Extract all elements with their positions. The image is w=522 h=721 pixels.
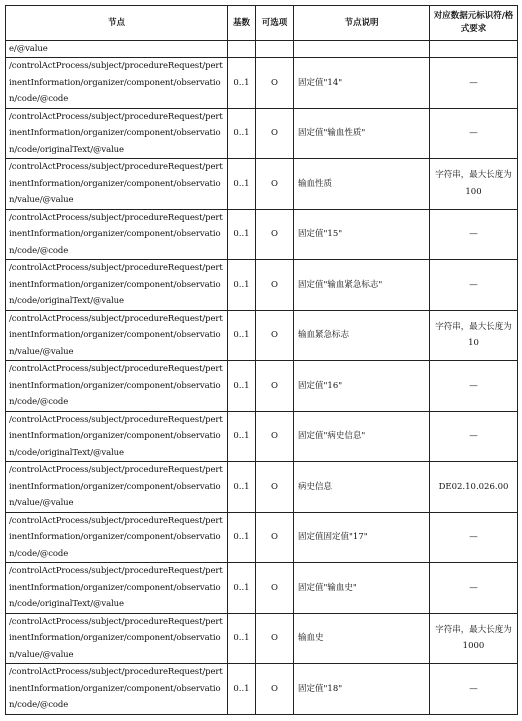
table-cell-optional: O (256, 260, 294, 311)
table-cell-format: — (430, 108, 518, 159)
table-row (6, 613, 518, 664)
table-cell-optional: O (256, 664, 294, 715)
table-row (6, 512, 518, 563)
table-cell-node: /controlActProcess/subject/procedureRequest/pertinentInformation/organizer/component/observation/code/@code (6, 361, 228, 412)
table-cell-cardinality: 0..1 (228, 563, 256, 614)
table-cell-description: 病史信息 (294, 462, 430, 513)
table-cell-cardinality: 0..1 (228, 512, 256, 563)
table-cell-optional: O (256, 512, 294, 563)
table-cell-node: /controlActProcess/subject/procedureRequest/pertinentInformation/organizer/component/observation/value/@value (6, 310, 228, 361)
table-cell-cardinality: 0..1 (228, 58, 256, 109)
table-cell-optional: O (256, 58, 294, 109)
table-cell-cardinality: 0..1 (228, 260, 256, 311)
table-cell-node: /controlActProcess/subject/procedureRequest/pertinentInformation/organizer/component/observation/code/originalText/@value (6, 411, 228, 462)
table-cell-cardinality: 0..1 (228, 108, 256, 159)
table-cell-description: 输血性质 (294, 159, 430, 210)
table-row (6, 462, 518, 513)
table-cell-node: /controlActProcess/subject/procedureRequest/pertinentInformation/organizer/component/observation/value/@value (6, 159, 228, 210)
table-cell-description: 固定值"输血史" (294, 563, 430, 614)
table-cell-format: 字符串，最大长度为 100 (430, 159, 518, 210)
table-cell-optional: O (256, 108, 294, 159)
table-cell-format: — (430, 361, 518, 412)
header-cardinality: 基数 (228, 6, 256, 41)
table-cell-description: 固定值"16" (294, 361, 430, 412)
header-node: 节点 (6, 6, 228, 41)
table-cell-format: — (430, 563, 518, 614)
table-cell-description: 输血史 (294, 613, 430, 664)
table-cell-cardinality: 0..1 (228, 411, 256, 462)
table-cell-optional: O (256, 361, 294, 412)
table-cell-format: — (430, 58, 518, 109)
table-cell-cardinality: 0..1 (228, 159, 256, 210)
table-cell-node: /controlActProcess/subject/procedureRequest/pertinentInformation/organizer/component/observation/value/@value (6, 613, 228, 664)
table-cell-empty (430, 41, 518, 58)
table-row (6, 209, 518, 260)
table-row (6, 159, 518, 210)
table-row (6, 664, 518, 715)
table-cell-cardinality: 0..1 (228, 209, 256, 260)
table-cell-description: 固定值"15" (294, 209, 430, 260)
table-cell-optional: O (256, 613, 294, 664)
table-row (6, 260, 518, 311)
table-cell-format: — (430, 260, 518, 311)
header-description: 节点说明 (294, 6, 430, 41)
table-cell-format: — (430, 512, 518, 563)
table-row (6, 361, 518, 412)
table-cell-empty (256, 41, 294, 58)
table-cell-cardinality: 0..1 (228, 310, 256, 361)
continuation-row (6, 41, 518, 58)
table-cell-optional: O (256, 310, 294, 361)
header-row (6, 6, 518, 41)
table-cell-optional: O (256, 209, 294, 260)
table-cell-optional: O (256, 159, 294, 210)
table-cell-empty (294, 41, 430, 58)
table-row (6, 563, 518, 614)
header-optional: 可选项 (256, 6, 294, 41)
table-cell-cardinality: 0..1 (228, 361, 256, 412)
table-cell-format: — (430, 664, 518, 715)
table-cell-cardinality: 0..1 (228, 664, 256, 715)
table-cell-node: /controlActProcess/subject/procedureRequest/pertinentInformation/organizer/component/observation/value/@value (6, 462, 228, 513)
table-row (6, 310, 518, 361)
table-row (6, 108, 518, 159)
table-cell-empty (228, 41, 256, 58)
header-format: 对应数据元标识符/格式要求 (430, 6, 518, 41)
table-cell-node: /controlActProcess/subject/procedureRequest/pertinentInformation/organizer/component/observation/code/@code (6, 664, 228, 715)
table-row (6, 411, 518, 462)
table-cell-node: /controlActProcess/subject/procedureRequest/pertinentInformation/organizer/component/observation/code/originalText/@value (6, 563, 228, 614)
table-cell-optional: O (256, 411, 294, 462)
table-cell-cardinality: 0..1 (228, 462, 256, 513)
table-cell-format: — (430, 209, 518, 260)
node-spec-table (5, 5, 518, 715)
table-cell-node: /controlActProcess/subject/procedureRequest/pertinentInformation/organizer/component/observation/code/originalText/@value (6, 108, 228, 159)
table-cell-optional: O (256, 563, 294, 614)
table-row (6, 58, 518, 109)
table-cell-format: DE02.10.026.00 (430, 462, 518, 513)
table-cell-node: /controlActProcess/subject/procedureRequest/pertinentInformation/organizer/component/observation/code/@code (6, 512, 228, 563)
table-cell-node: /controlActProcess/subject/procedureRequest/pertinentInformation/organizer/component/observation/code/@code (6, 58, 228, 109)
table-cell-optional: O (256, 462, 294, 513)
table-cell-description: 固定值"输血紧急标志" (294, 260, 430, 311)
table-cell-description: 固定值"14" (294, 58, 430, 109)
table-cell-node: /controlActProcess/subject/procedureRequest/pertinentInformation/organizer/component/observation/code/originalText/@value (6, 260, 228, 311)
table-cell-description: 固定值"18" (294, 664, 430, 715)
table-cell-description: 输血紧急标志 (294, 310, 430, 361)
table-cell-description: 固定值"输血性质" (294, 108, 430, 159)
table-cell-node: /controlActProcess/subject/procedureRequest/pertinentInformation/organizer/component/observation/code/@code (6, 209, 228, 260)
table-cell-format: 字符串，最大长度为 1000 (430, 613, 518, 664)
table-cell-format: 字符串，最大长度为 10 (430, 310, 518, 361)
table-cell-cardinality: 0..1 (228, 613, 256, 664)
table-cell-node: e/@value (6, 41, 228, 58)
table-cell-description: 固定值固定值"17" (294, 512, 430, 563)
table-cell-description: 固定值"病史信息" (294, 411, 430, 462)
table-cell-format: — (430, 411, 518, 462)
